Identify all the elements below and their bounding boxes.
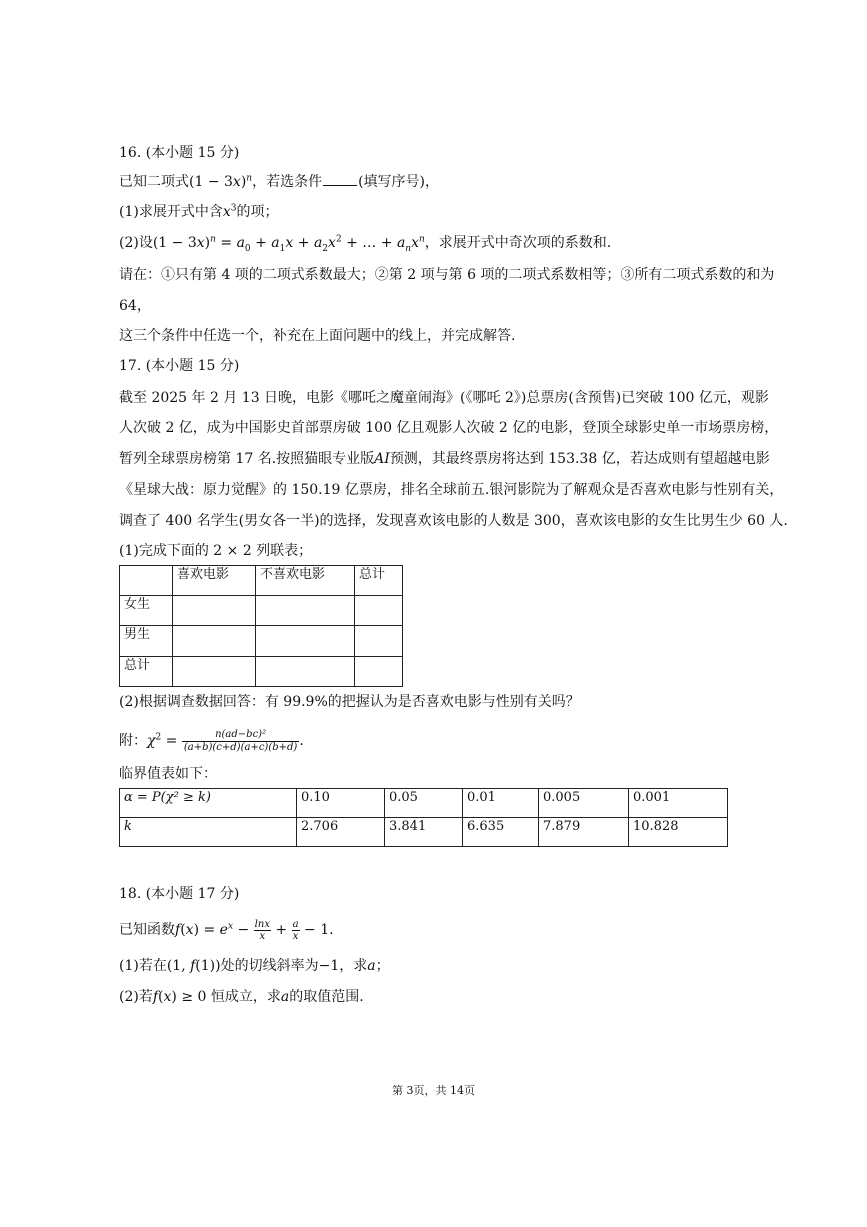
contingency-table bbox=[119, 565, 403, 687]
q17-para-line2: 人次破 2 亿，成为中国影史首部票房破 100 亿且观影人次破 2 亿的电影，登顶全球影史单一市场票房榜， bbox=[119, 420, 779, 436]
q17-header: 17. (本小题 15 分) bbox=[119, 358, 240, 374]
table-cell: 女生 bbox=[120, 596, 173, 626]
table-cell: 男生 bbox=[120, 626, 173, 657]
q16-instruction: 这三个条件中任选一个，补充在上面问题中的线上，并完成解答. bbox=[119, 328, 516, 344]
q18-stem-b: − 1. bbox=[299, 922, 334, 938]
table-cell: 10.828 bbox=[629, 818, 728, 847]
q16-stem-d: (填写序号)， bbox=[358, 174, 440, 190]
q16-part2-b: ) bbox=[204, 235, 211, 251]
page-footer: 第 3页，共 14页 bbox=[392, 1084, 475, 1097]
crit-title: 临界值表如下： bbox=[119, 766, 217, 782]
q17-p3-ai: AI bbox=[374, 451, 390, 467]
q17-para-line4: 《星球大战：原力觉醒》的 150.19 亿票房，排名全球前五.银河影院为了解观众是否喜欢电影与性别有关， bbox=[119, 482, 784, 498]
q17-para-line3 bbox=[119, 449, 770, 469]
table-cell bbox=[355, 657, 403, 687]
q16-part2: (2)设$(1 - 3x)^n = a_0 + a_1x + a_2x^2$ + … + $a_nx^n$，求展开式中奇次项的系数和. bbox=[119, 234, 612, 254]
table-cell bbox=[173, 657, 256, 687]
table-cell: 总计 bbox=[120, 657, 173, 687]
table-row bbox=[120, 789, 728, 818]
table-cell bbox=[256, 626, 355, 657]
q18-part2-a: (2)若 bbox=[119, 989, 153, 1005]
q18-part2: (2)若f(x) ≥ 0 恒成立，求a的取值范围. bbox=[119, 989, 364, 1005]
table-cell: 0.005 bbox=[539, 789, 629, 818]
q17-part2: (2)根据调查数据回答：有 99.9%的把握认为是否喜欢电影与性别有关吗？ bbox=[119, 694, 580, 710]
table-cell: k bbox=[120, 818, 297, 847]
q18-part1: (1)若在(1, f(1))处的切线斜率为−1，求a； bbox=[119, 958, 390, 974]
table-cell: 2.706 bbox=[297, 818, 385, 847]
q16-stem-c: ，若选条件 bbox=[252, 174, 323, 190]
table-cell: 0.001 bbox=[629, 789, 728, 818]
formula-numerator: n(ad−bc)² bbox=[182, 729, 299, 742]
fill-in-blank bbox=[323, 173, 357, 186]
q16-part1-a: (1)求展开式中含 bbox=[119, 204, 223, 220]
q18-part1-c: ，求 bbox=[339, 958, 368, 974]
table-cell: 7.879 bbox=[539, 818, 629, 847]
q16-conditions: 请在：①只有第 4 项的二项式系数最大；②第 2 项与第 6 项的二项式系数相等；③所有二项式系数的和为 bbox=[119, 267, 775, 283]
table-cell: 喜欢电影 bbox=[173, 566, 256, 596]
q17-para-line1: 截至 2025 年 2 月 13 日晚，电影《哪吒之魔童闹海》(《哪吒 2》)总票房(含预售)已突破 100 亿元，观影 bbox=[119, 390, 769, 406]
q16-stem-b: ) bbox=[240, 174, 247, 190]
q18-header: 18. (本小题 17 分) bbox=[119, 886, 240, 902]
table-cell: 3.841 bbox=[385, 818, 463, 847]
formula-prefix: 附： bbox=[119, 733, 147, 749]
table-row bbox=[120, 566, 403, 596]
table-cell bbox=[355, 596, 403, 626]
table-cell: 不喜欢电影 bbox=[256, 566, 355, 596]
table-cell bbox=[256, 596, 355, 626]
q16-stem: 已知二项式$(1 - 3x)^n$，若选条件 (填写序号)， bbox=[119, 173, 440, 190]
q16-stem-a: 已知二项式(1 − 3 bbox=[119, 174, 233, 190]
table-cell bbox=[355, 626, 403, 657]
q18-part2-c: 的取值范围. bbox=[289, 989, 364, 1005]
fraction-a-over-x: $\frac{a}{x}$ bbox=[292, 918, 299, 942]
table-cell: 0.10 bbox=[297, 789, 385, 818]
table-cell: 0.05 bbox=[385, 789, 463, 818]
q16-part2-d: ，求展开式中奇次项的系数和. bbox=[424, 235, 612, 251]
q17-part1: (1)完成下面的 2 × 2 列联表； bbox=[119, 543, 313, 559]
formula-fraction bbox=[182, 729, 299, 754]
chi-square-formula: 附：$\chi^2$ = $\frac{\text{n(ad−bc)²}}{(a+b)(c+d)(a+c)(b+d)}$ . bbox=[119, 728, 304, 753]
q16-conditions-cont: 64， bbox=[119, 298, 151, 314]
fraction-lnx-over-x: $\frac{\ln x}{x}$ bbox=[254, 918, 270, 942]
table-cell: 6.635 bbox=[463, 818, 539, 847]
q18-part1-a: (1)若在(1, bbox=[119, 958, 191, 974]
table-row bbox=[120, 596, 403, 626]
table-cell bbox=[120, 566, 173, 596]
q17-para-line5: 调查了 400 名学生(男女各一半)的选择，发现喜欢该电影的人数是 300，喜欢该电影的女生比男生少 60 人. bbox=[119, 513, 788, 529]
table-cell: α = P(χ² ≥ k) bbox=[120, 789, 297, 818]
q18-stem: 已知函数$f(x) = e^x$ − $\frac{\ln x}{x}$ + $\frac{a}{x}$ − 1. bbox=[119, 918, 334, 942]
table-cell: 总计 bbox=[355, 566, 403, 596]
q17-p3-c: 预测，其最终票房将达到 153.38 亿，若达成则有望超越电影 bbox=[389, 451, 770, 467]
q16-part2-a: (2)设(1 − 3 bbox=[119, 235, 197, 251]
q17-p3-a: 暂列全球票房榜第 17 名.按照猫眼专业版 bbox=[119, 451, 375, 467]
table-row bbox=[120, 657, 403, 687]
q18-part2-b: 恒成立，求 bbox=[206, 989, 281, 1005]
table-cell bbox=[173, 596, 256, 626]
q16-part1: (1)求展开式中含$x^3$的项； bbox=[119, 203, 279, 220]
q16-part2-c: = bbox=[215, 235, 237, 251]
q16-part1-b: 的项； bbox=[236, 204, 279, 220]
table-row bbox=[120, 818, 728, 847]
q18-stem-a: 已知函数 bbox=[119, 922, 175, 938]
table-row bbox=[120, 626, 403, 657]
q18-part1-b: )处的切线斜率为 bbox=[215, 958, 319, 974]
table-cell: 0.01 bbox=[463, 789, 539, 818]
q18-part1-d: ； bbox=[375, 958, 390, 974]
q16-header: 16. (本小题 15 分) bbox=[119, 145, 240, 161]
formula-denominator: (a+b)(c+d)(a+c)(b+d) bbox=[183, 741, 298, 753]
table-cell bbox=[256, 657, 355, 687]
critical-value-table bbox=[119, 788, 728, 847]
table-cell bbox=[173, 626, 256, 657]
